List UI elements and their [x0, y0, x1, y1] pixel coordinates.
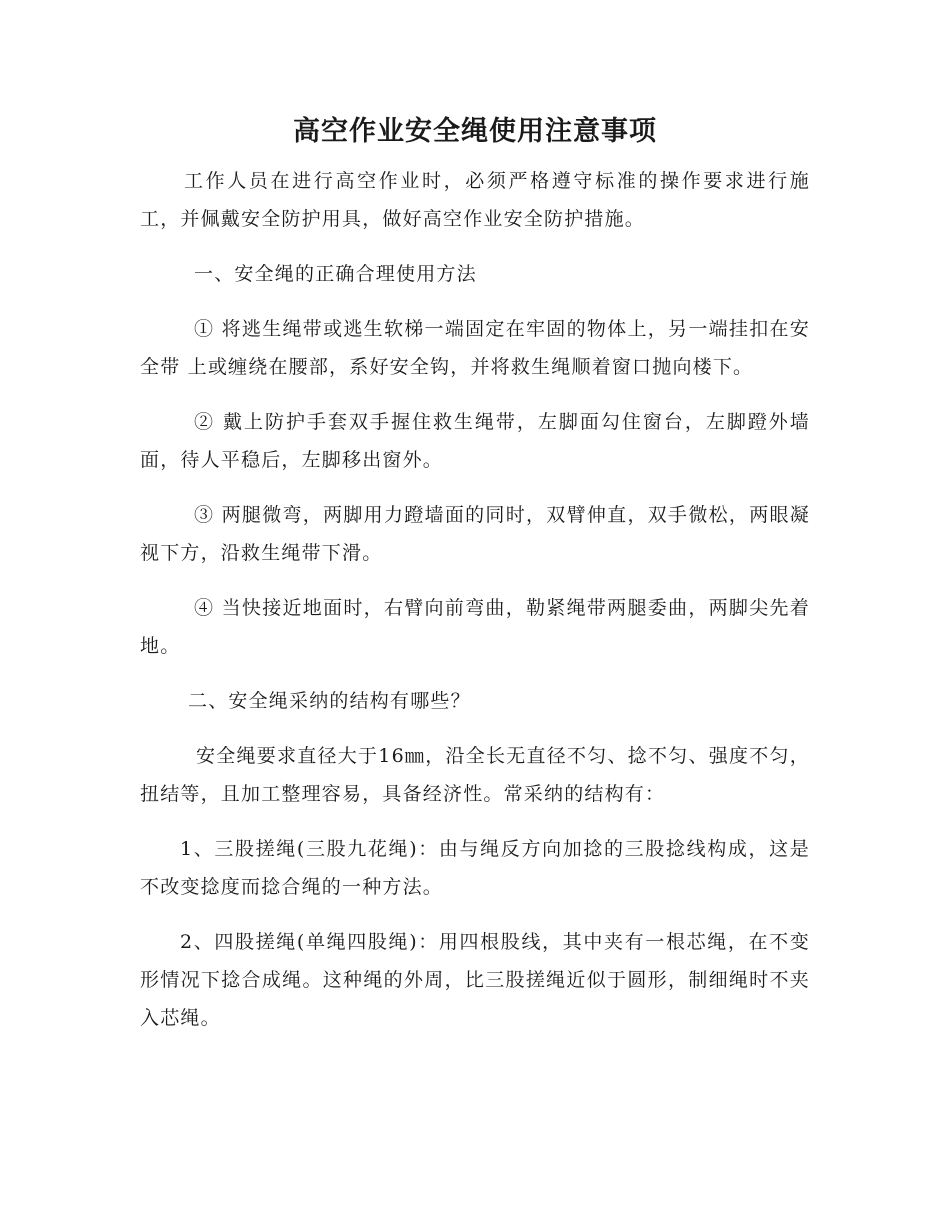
section-heading-2: 二、安全绳采纳的结构有哪些？ — [188, 690, 471, 712]
structure-intro-paragraph: 安全绳要求直径大于16㎜，沿全长无直径不匀、捻不匀、强度不匀，扭结等，且加工整理容易，具备经济性。常采纳的结构有： — [140, 745, 810, 805]
step-2-paragraph: ② 戴上防护手套双手握住救生绳带，左脚面勾住窗台，左脚蹬外墙面，待人平稳后，左脚移出窗外。 — [140, 411, 810, 471]
document-title: 高空作业安全绳使用注意事项 — [293, 116, 657, 147]
section-heading-1: 一、安全绳的正确合理使用方法 — [194, 263, 477, 285]
structure-item-2: 2、四股搓绳(单绳四股绳)：用四根股线，其中夹有一根芯绳，在不变形情况下捻合成绳。这种绳的外周，比三股搓绳近似于圆形，制细绳时不夹入芯绳。 — [140, 931, 810, 1029]
step-4-paragraph: ④ 当快接近地面时，右臂向前弯曲，勒紧绳带两腿委曲，两脚尖先着地。 — [140, 597, 810, 657]
step-3-paragraph: ③ 两腿微弯，两脚用力蹬墙面的同时，双臂伸直，双手微松，两眼凝视下方，沿救生绳带下滑。 — [140, 504, 810, 564]
step-1-paragraph: ① 将逃生绳带或逃生软梯一端固定在牢固的物体上，另一端挂扣在安全带 上或缠绕在腰部，系好安全钩，并将救生绳顺着窗口抛向楼下。 — [140, 318, 810, 378]
document-body — [140, 162, 810, 1054]
structure-item-1: 1、三股搓绳(三股九花绳)：由与绳反方向加捻的三股捻线构成，这是不改变捻度而捻合绳的一种方法。 — [140, 838, 810, 898]
intro-paragraph: 工作人员在进行高空作业时，必须严格遵守标准的操作要求进行施工，并佩戴安全防护用具，做好高空作业安全防护措施。 — [140, 170, 810, 230]
